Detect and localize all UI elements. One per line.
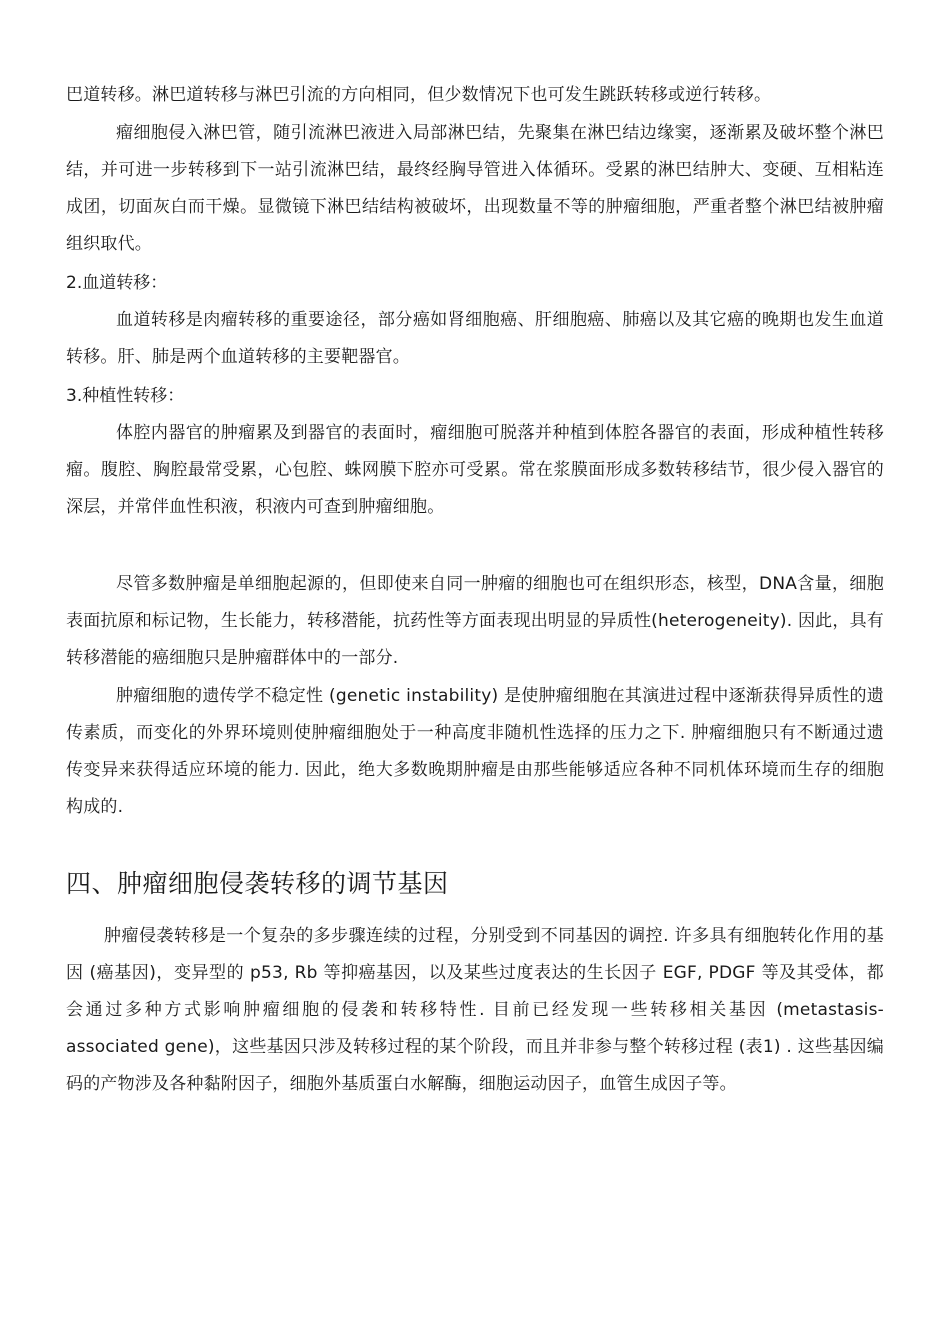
lymph-metastasis-tail: 巴道转移。淋巴道转移与淋巴引流的方向相同，但少数情况下也可发生跳跃转移或逆行转移。 [66, 85, 772, 105]
genetic-instability-paragraph: 肿瘤细胞的遗传学不稳定性 (genetic instability) 是使肿瘤细胞在其演进过程中逐渐获得异质性的遗传素质，而变化的外界环境则使肿瘤细胞处于一种高度非随机性选择的压力之下. 肿瘤细胞只有不断通过遗传变异来获得适应环境的能力. 因此，绝大多数晚期肿瘤是由那些能够适应各种不同机体环境而生存的细胞构成的. [66, 686, 884, 817]
implantation-metastasis-text: 体腔内器官的肿瘤累及到器官的表面时，瘤细胞可脱落并种植到体腔各器官的表面，形成种植性转移瘤。腹腔、胸腔最常受累，心包腔、蛛网膜下腔亦可受累。常在浆膜面形成多数转移结节，很少侵入器官的深层，并常伴血性积液，积液内可查到肿瘤细胞。 [66, 423, 884, 517]
blood-metastasis-text: 血道转移是肉瘤转移的重要途径，部分癌如肾细胞癌、肝细胞癌、肺癌以及其它癌的晚期也发生血道转移。肝、肺是两个血道转移的主要靶器官。 [66, 310, 884, 367]
lymph-metastasis-detail: 瘤细胞侵入淋巴管，随引流淋巴液进入局部淋巴结，先聚集在淋巴结边缘窦，逐渐累及破坏整个淋巴结，并可进一步转移到下一站引流淋巴结，最终经胸导管进入体循环。受累的淋巴结肿大、变硬、互相粘连成团，切面灰白而干燥。显微镜下淋巴结结构被破坏，出现数量不等的肿瘤细胞，严重者整个淋巴结被肿瘤组织取代。 [66, 123, 884, 254]
implantation-metastasis-label: 3.种植性转移： [66, 386, 185, 406]
heterogeneity-paragraph: 尽管多数肿瘤是单细胞起源的，但即使来自同一肿瘤的细胞也可在组织形态，核型，DNA含量，细胞表面抗原和标记物，生长能力，转移潜能，抗药性等方面表现出明显的异质性(heterogeneity). 因此，具有转移潜能的癌细胞只是肿瘤群体中的一部分. [66, 574, 884, 668]
blood-metastasis-label: 2.血道转移： [66, 273, 168, 293]
regulation-genes-paragraph: 肿瘤侵袭转移是一个复杂的多步骤连续的过程，分别受到不同基因的调控. 许多具有细胞转化作用的基因 (癌基因)，变异型的 p53, Rb 等抑癌基因，以及某些过度表达的生长因子 EGF, PDGF 等及其受体，都会通过多种方式影响肿瘤细胞的侵袭和转移特性. 目前已经发现一些转移相关基因 (metastasis-associated gene)，这些基因只涉及转移过程的某个阶段，而且并非参与整个转移过程 (表1) . 这些基因编码的产物涉及各种黏附因子，细胞外基质蛋白水解酶，细胞运动因子，血管生成因子等。 [66, 926, 884, 1094]
section-heading-4: 四、肿瘤细胞侵袭转移的调节基因 [66, 869, 449, 898]
